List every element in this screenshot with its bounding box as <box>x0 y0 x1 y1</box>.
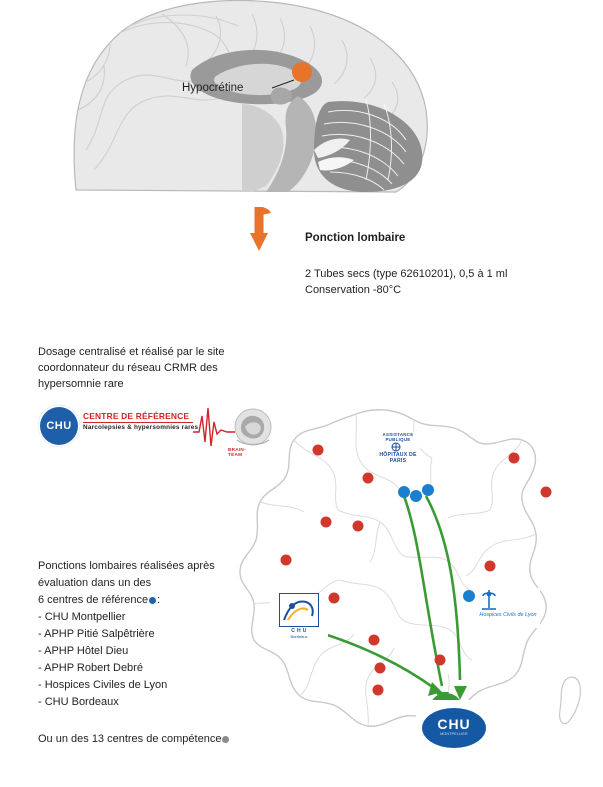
orange-curved-down-arrow-icon <box>245 205 305 253</box>
centre-de-reference-logo <box>38 400 246 457</box>
centres-de-competence-line <box>38 733 230 745</box>
centre-reference-title: CENTRE DE RÉFÉRENCE <box>83 411 190 421</box>
centre-reference-subtitle: Narcolepsies & hypersomnies rares <box>83 424 199 431</box>
list-item: - APHP Pitié Salpêtrière <box>38 628 155 641</box>
chu-logo-text: CHU <box>46 420 72 432</box>
france-map-panel <box>228 400 588 770</box>
lyon-logo-line1: Hospices Civils de Lyon <box>479 612 537 618</box>
chu-montpellier-sub-text: MONTPELLIER <box>440 732 468 736</box>
bordeaux-logo-line2: Bordeaux <box>290 634 308 639</box>
hospices-civils-lyon-logo-badge <box>476 588 540 628</box>
chu-montpellier-logo-badge <box>416 700 492 756</box>
list-item: - APHP Robert Debré <box>38 662 143 675</box>
centres-colon: : <box>157 594 161 607</box>
list-item: - CHU Bordeaux <box>38 696 119 709</box>
chu-montpellier-logo-circle <box>38 405 80 447</box>
list-item: - APHP Hôtel Dieu <box>38 645 129 658</box>
bordeaux-emblem-icon <box>279 593 319 627</box>
aphp-emblem-icon <box>376 442 416 452</box>
brain-team-label: BRAIN-TEAM <box>228 447 246 457</box>
dosage-description: Dosage centralisé et réalisé par le site coordonnateur du réseau CRMR des hypersomnie rare <box>38 346 225 390</box>
brain-illustration-panel <box>66 0 536 195</box>
reference-legend-dot <box>149 597 156 604</box>
hypocretin-marker-dot <box>292 62 312 82</box>
aphp-logo-badge <box>376 432 420 470</box>
hypocretine-label: Hypocrétine <box>182 82 244 94</box>
competence-label: Ou un des 13 centres de compétence <box>38 733 222 745</box>
conservation-line: Conservation -80°C <box>305 283 402 296</box>
brain-sagittal-icon <box>66 0 536 195</box>
ponction-lombaire-title: Ponction lombaire <box>305 232 406 244</box>
lyon-emblem-icon <box>476 588 502 612</box>
centres-count-label: 6 centres de référence <box>38 594 149 607</box>
list-item: - Hospices Civiles de Lyon <box>38 679 168 692</box>
chu-bordeaux-logo-badge <box>270 593 328 645</box>
centres-intro-line1: Ponctions lombaires réalisées après <box>38 560 215 572</box>
ponction-lombaire-details <box>305 267 595 299</box>
centres-intro-line2: évaluation dans un des <box>38 577 152 590</box>
list-item: - CHU Montpellier <box>38 611 126 624</box>
bordeaux-logo-line1: C H U <box>291 628 307 634</box>
chu-montpellier-main-text: CHU <box>437 716 471 732</box>
aphp-logo-line2: HÔPITAUX DE PARIS <box>379 452 417 464</box>
tube-spec-line: 2 Tubes secs (type 62610201), 0,5 à 1 ml <box>305 268 508 280</box>
logo-divider <box>83 422 193 423</box>
aphp-logo-line1: ASSISTANCE PUBLIQUE <box>382 432 414 442</box>
